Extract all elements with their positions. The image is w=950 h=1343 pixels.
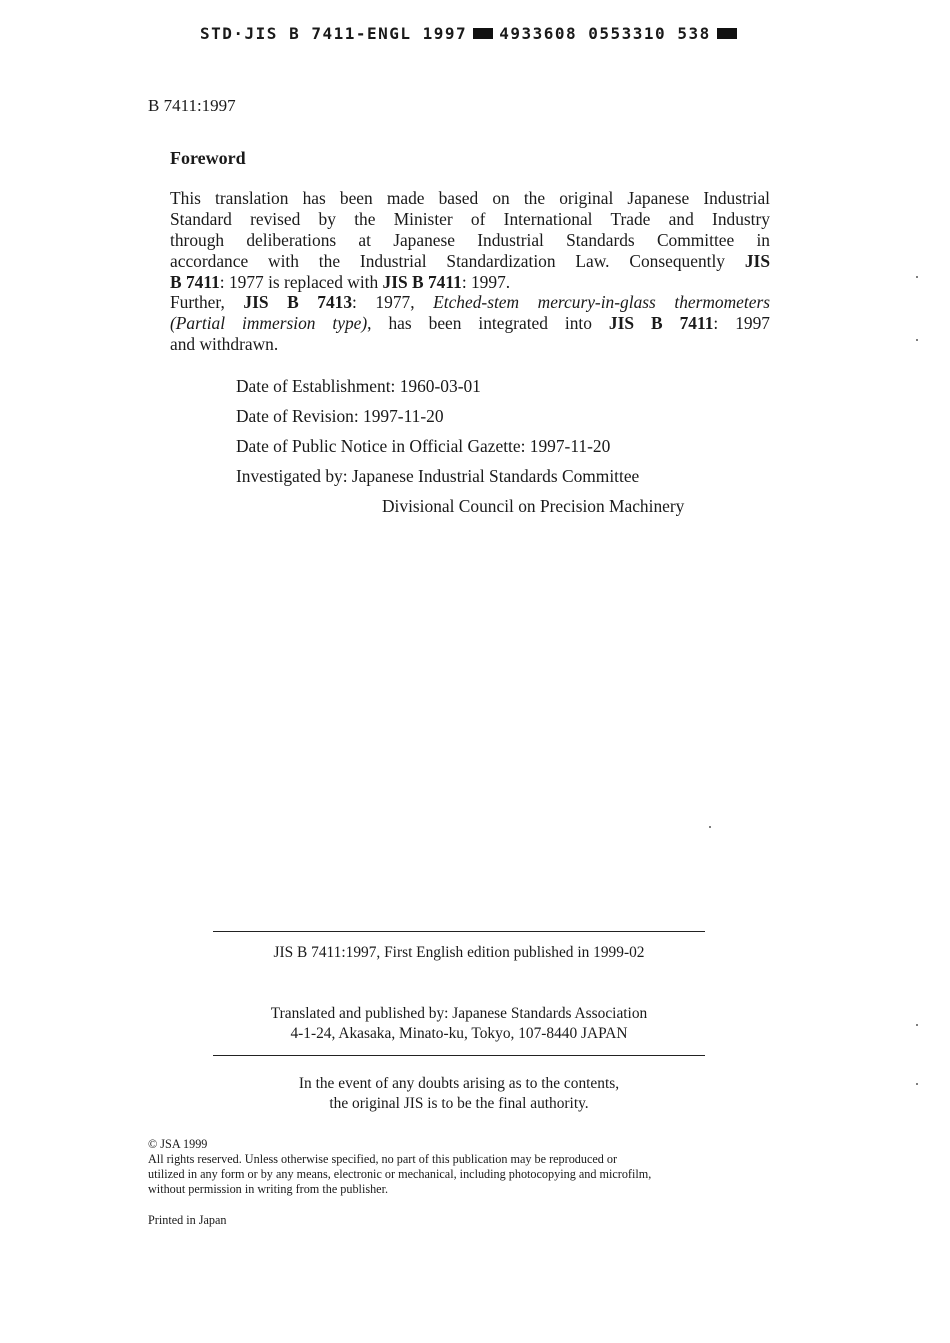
publisher-block <box>213 1004 705 1044</box>
publisher-address: 4-1-24, Akasaka, Minato-ku, Tokyo, 107-8440 JAPAN <box>290 1025 628 1042</box>
foreword-p1-line-3: through deliberations at Japanese Industrial Standards Committee in <box>170 230 770 250</box>
foreword-p1-jis-b7411-new: JIS B 7411 <box>382 272 462 292</box>
foreword-p2-line-3: and withdrawn. <box>170 334 279 354</box>
date-of-revision: Date of Revision: 1997-11-20 <box>236 406 444 426</box>
foreword-p1-line-4 <box>170 251 770 272</box>
foreword-p1-line-2: Standard revised by the Minister of International Trade and Industry <box>170 209 770 229</box>
foreword-p2-title-italic: Etched-stem mercury-in-glass thermometers <box>433 292 770 312</box>
foreword-paragraph-2 <box>170 292 770 355</box>
foreword-p2-year-1997: : 1997 <box>713 313 770 333</box>
foreword-p2-jis-b7413: JIS B 7413 <box>243 292 353 312</box>
header-black-block-end <box>717 28 737 39</box>
printed-in: Printed in Japan <box>148 1213 227 1227</box>
foreword-p1-line-4-text: accordance with the Industrial Standardization Law. Consequently <box>170 251 745 271</box>
divider-top <box>213 931 705 932</box>
investigated-by: Investigated by: Japanese Industrial Standards Committee <box>236 466 640 486</box>
header-code-left: STD·JIS B 7411-ENGL 1997 <box>200 24 468 43</box>
scan-speck <box>916 1083 918 1085</box>
authority-line-1: In the event of any doubts arising as to the contents, <box>298 1075 620 1092</box>
scan-speck <box>916 1024 918 1026</box>
foreword-p1-line-5 <box>170 272 770 293</box>
copyright-line: © JSA 1999 <box>148 1137 208 1151</box>
foreword-p1-line-1: This translation has been made based on the original Japanese Industrial <box>170 188 770 208</box>
rights-line-1: All rights reserved. Unless otherwise specified, no part of this publication may be reproduced or <box>148 1152 618 1166</box>
header-black-block <box>473 28 493 39</box>
dates-block <box>236 375 684 525</box>
foreword-p2-subtitle-italic: (Partial immersion type) <box>170 313 368 333</box>
copyright-block <box>148 1137 778 1197</box>
foreword-p2-integrated-text: , has been integrated into <box>367 313 609 333</box>
foreword-paragraph-1 <box>170 188 770 293</box>
foreword-p2-line-2 <box>170 313 770 334</box>
foreword-p2-year-1977: : 1977, <box>352 292 434 312</box>
scan-speck <box>916 339 918 341</box>
date-of-public-notice: Date of Public Notice in Official Gazette: 1997-11-20 <box>236 436 611 456</box>
header-code-middle: 4933608 0553310 538 <box>499 24 711 43</box>
foreword-p2-further: Further, <box>170 292 244 312</box>
scan-speck <box>916 276 918 278</box>
foreword-p1-b7411-old: B 7411 <box>170 272 220 292</box>
foreword-p1-replaced-text: : 1977 is replaced with <box>219 272 383 292</box>
scan-speck <box>709 826 711 828</box>
divisional-council: Divisional Council on Precision Machinery <box>382 496 685 516</box>
foreword-title: Foreword <box>170 148 246 168</box>
foreword-p2-line-1 <box>170 292 770 313</box>
authority-notice <box>213 1074 705 1114</box>
rights-line-2: utilized in any form or by any means, electronic or mechanical, including photocopying and microfilm, <box>148 1167 652 1181</box>
document-header-code <box>200 24 743 43</box>
edition-line: JIS B 7411:1997, First English edition published in 1999-02 <box>273 944 645 961</box>
foreword-p1-jis: JIS <box>744 251 770 271</box>
foreword-p1-year: : 1997. <box>461 272 511 292</box>
date-of-establishment: Date of Establishment: 1960-03-01 <box>236 376 481 396</box>
divider-bottom <box>213 1055 705 1056</box>
publisher-line-1: Translated and published by: Japanese Standards Association <box>270 1005 648 1022</box>
foreword-p2-jis-b7411: JIS B 7411 <box>608 313 714 333</box>
document-number: B 7411:1997 <box>148 96 236 115</box>
rights-line-3: without permission in writing from the publisher. <box>148 1182 389 1196</box>
authority-line-2: the original JIS is to be the final authority. <box>329 1095 589 1112</box>
